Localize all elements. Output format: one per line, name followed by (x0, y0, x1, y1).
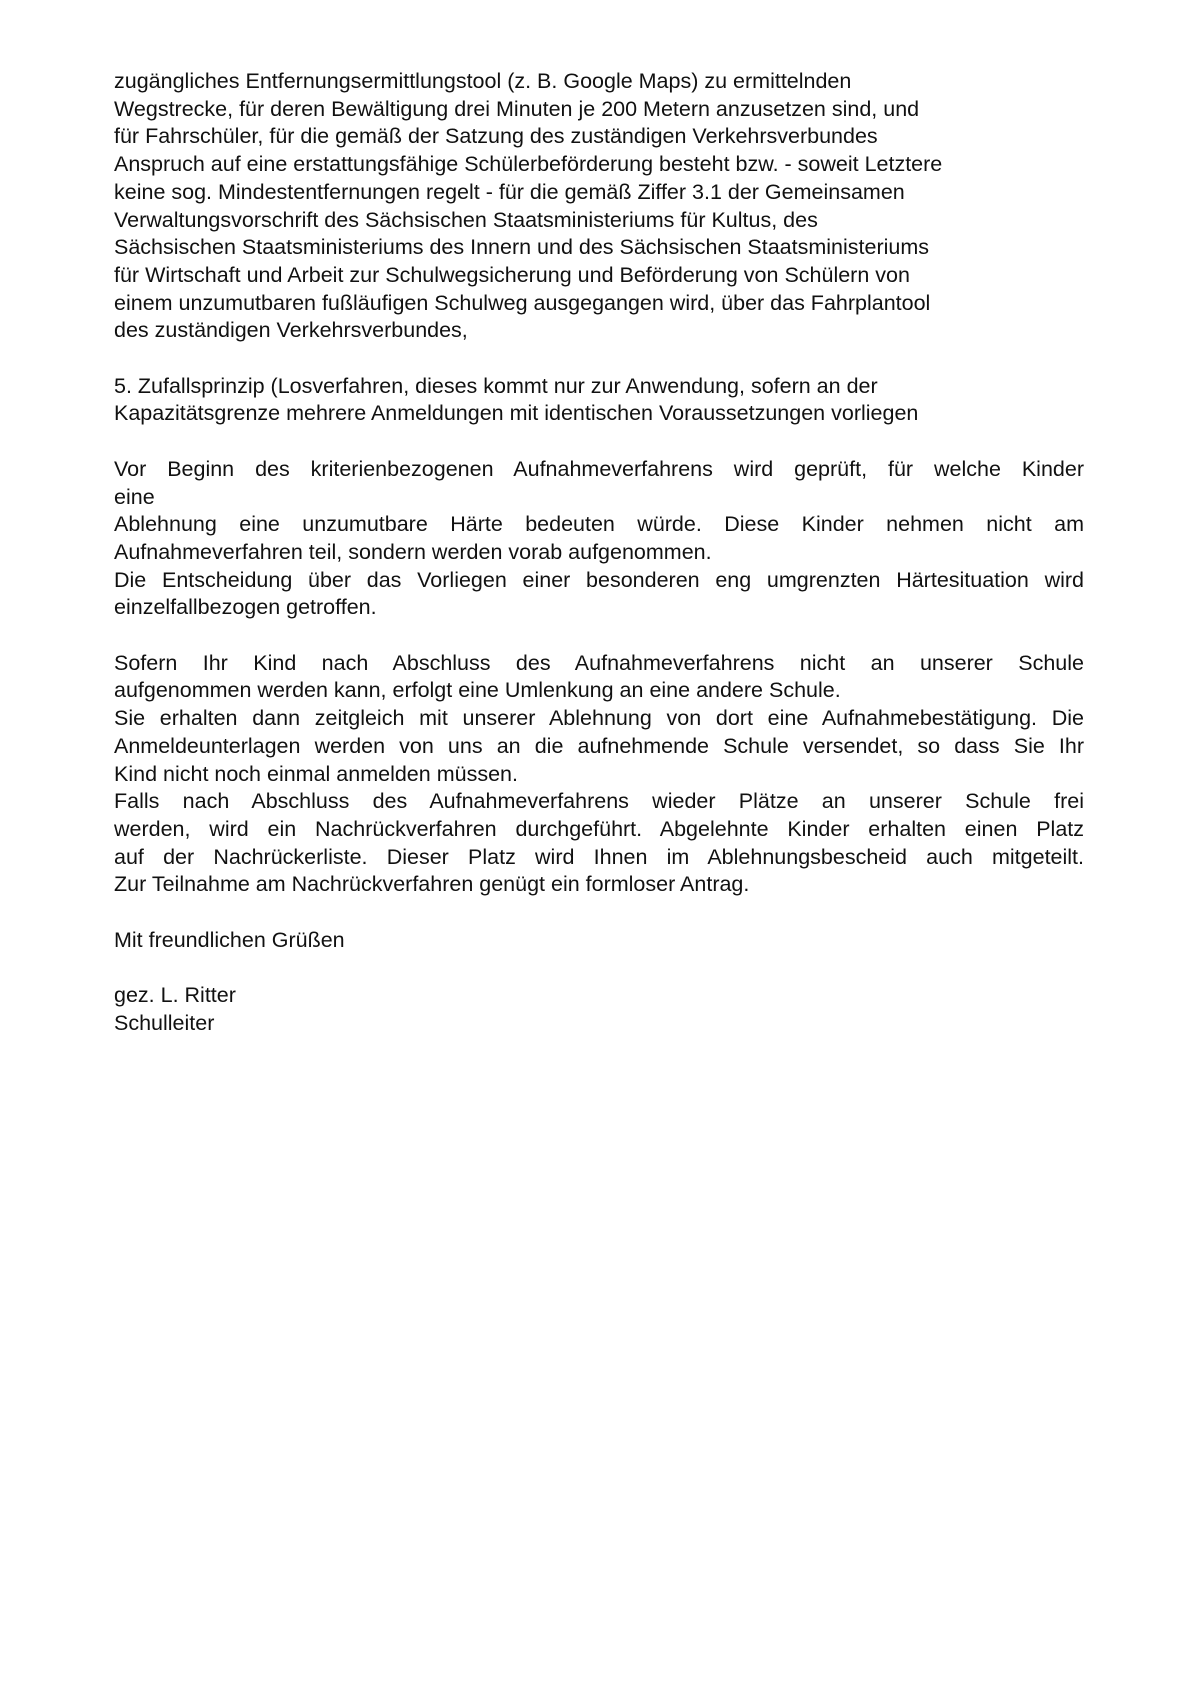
paragraph (114, 927, 1084, 955)
text-line: eine (114, 484, 155, 509)
text-line: gez. L. Ritter (114, 983, 236, 1008)
text-line: Mit freundlichen Grüßen (114, 927, 345, 952)
paragraph (114, 650, 1084, 899)
text-line: Zur Teilnahme am Nachrückverfahren genügt ein formloser Antrag. (114, 872, 750, 897)
paragraph (114, 982, 1084, 1037)
text-line: für Fahrschüler, für die gemäß der Satzung des zuständigen Verkehrsverbundes (114, 124, 878, 149)
text-line: Anmeldeunterlagen werden von uns an die aufnehmende Schule versendet, so dass Sie Ihr (114, 733, 1084, 758)
text-line: Schulleiter (114, 1010, 215, 1035)
text-line: 5. Zufallsprinzip (Losverfahren, dieses kommt nur zur Anwendung, sofern an der (114, 373, 878, 398)
text-line: Aufnahmeverfahren teil, sondern werden vorab aufgenommen. (114, 539, 712, 564)
text-line: Sofern Ihr Kind nach Abschluss des Aufnahmeverfahrens nicht an unserer Schule (114, 650, 1084, 675)
paragraph (114, 456, 1084, 622)
text-line: Sächsischen Staatsministeriums des Innern und des Sächsischen Staatsministeriums (114, 235, 929, 260)
text-line: Sie erhalten dann zeitgleich mit unserer Ablehnung von dort eine Aufnahmebestätigung. Die (114, 706, 1084, 731)
text-line: Verwaltungsvorschrift des Sächsischen Staatsministeriums für Kultus, des (114, 207, 818, 232)
text-line: werden, wird ein Nachrückverfahren durchgeführt. Abgelehnte Kinder erhalten einen Platz (114, 816, 1084, 841)
text-line: aufgenommen werden kann, erfolgt eine Umlenkung an eine andere Schule. (114, 678, 841, 703)
text-line: Die Entscheidung über das Vorliegen einer besonderen eng umgrenzten Härtesituation wird (114, 567, 1084, 592)
text-line: Falls nach Abschluss des Aufnahmeverfahrens wieder Plätze an unserer Schule frei (114, 789, 1084, 814)
text-line: Vor Beginn des kriterienbezogenen Aufnahmeverfahrens wird geprüft, für welche Kinder (114, 456, 1084, 481)
text-line: einem unzumutbaren fußläufigen Schulweg ausgegangen wird, über das Fahrplantool (114, 290, 931, 315)
text-line: zugängliches Entfernungsermittlungstool (z. B. Google Maps) zu ermittelnden (114, 69, 852, 93)
text-line: einzelfallbezogen getroffen. (114, 595, 377, 620)
paragraph (114, 68, 1084, 345)
text-line: für Wirtschaft und Arbeit zur Schulwegsicherung und Beförderung von Schülern von (114, 262, 910, 287)
text-line: des zuständigen Verkehrsverbundes, (114, 318, 468, 343)
text-line: keine sog. Mindestentfernungen regelt - für die gemäß Ziffer 3.1 der Gemeinsamen (114, 179, 905, 204)
text-line: Anspruch auf eine erstattungsfähige Schülerbeförderung besteht bzw. - soweit Letztere (114, 152, 943, 177)
text-line: Kind nicht noch einmal anmelden müssen. (114, 761, 518, 786)
paragraph (114, 373, 1084, 428)
text-line: Wegstrecke, für deren Bewältigung drei Minuten je 200 Metern anzusetzen sind, und (114, 96, 920, 121)
letter-body (114, 68, 1084, 1065)
text-line: auf der Nachrückerliste. Dieser Platz wird Ihnen im Ablehnungsbescheid auch mitgeteilt. (114, 844, 1084, 869)
text-line: Kapazitätsgrenze mehrere Anmeldungen mit identischen Voraussetzungen vorliegen (114, 401, 919, 426)
text-line: Ablehnung eine unzumutbare Härte bedeuten würde. Diese Kinder nehmen nicht am (114, 512, 1084, 537)
